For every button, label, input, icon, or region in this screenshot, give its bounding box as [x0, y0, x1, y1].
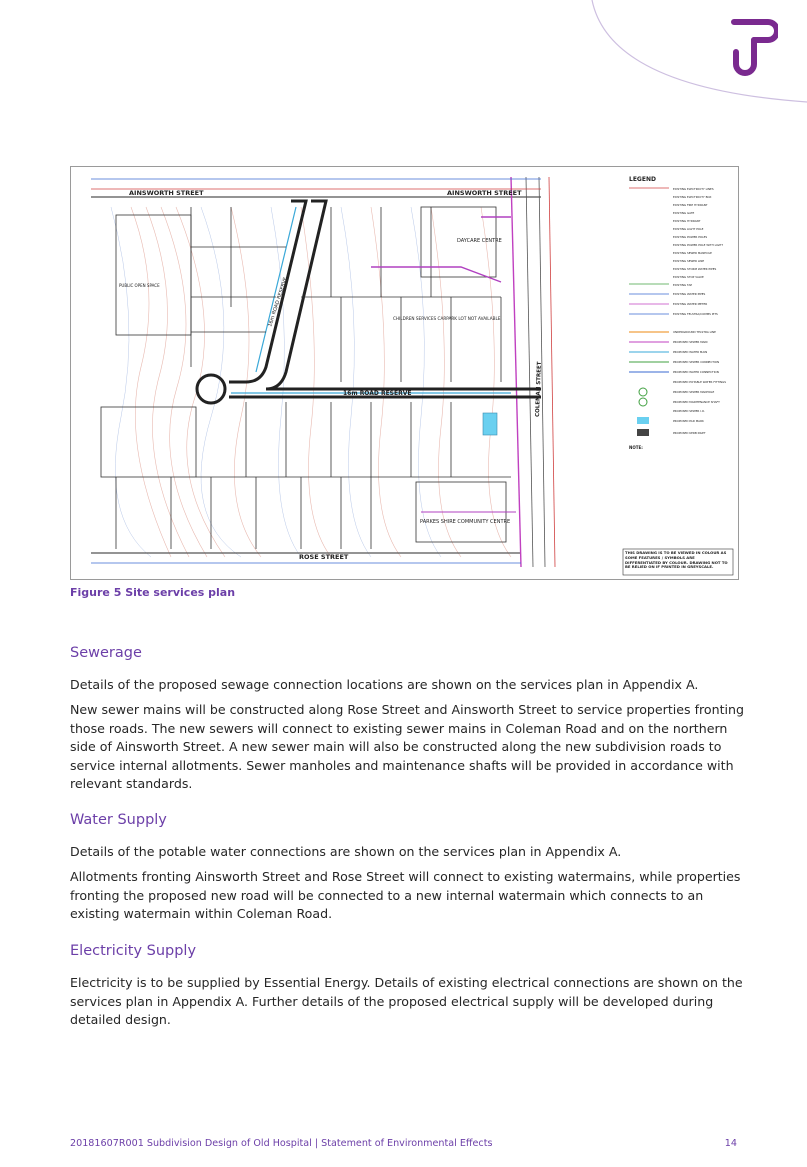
- site-plan-drawing: [71, 167, 738, 579]
- legend-item: PROPOSED MAINTENANCE SHAFT: [673, 400, 720, 404]
- street-label-ainsworth-east: AINSWORTH STREET: [447, 189, 522, 197]
- legend-item: PROPOSED WATER CONNECTION: [673, 370, 719, 374]
- legend-item: EXISTING STOP VALVE: [673, 275, 704, 279]
- section-heading-sewerage: Sewerage: [70, 645, 142, 661]
- children-services-label: CHILDREN SERVICES CARPARK LOT NOT AVAILABLE: [393, 316, 501, 321]
- section-heading-electricity-supply: Electricity Supply: [70, 943, 197, 959]
- footer-document-title: 20181607R001 Subdivision Design of Old Hospital | Statement of Environmental Effects: [70, 1138, 493, 1149]
- legend-item: EXISTING GATE: [673, 211, 695, 215]
- legend-item: EXISTING SEWER MANHOLE: [673, 251, 712, 255]
- street-label-coleman: COLEMAN STREET: [535, 361, 543, 418]
- legend-item: EXISTING POWER POLES: [673, 235, 708, 239]
- legend-item: PROPOSED SEWER I.O.: [673, 409, 705, 413]
- electricity-paragraph-1: Electricity is to be supplied by Essential Energy. Details of existing electrical connections are shown on the services plan in Appendix A. Further details of the proposed electrical supply will be developed during detailed design.: [70, 975, 743, 1028]
- legend-item: EXISTING SEWER LINE: [673, 259, 705, 263]
- legend-item: EXISTING POWER POLE WITH LIGHT: [673, 243, 723, 247]
- legend-item: UNDERGROUND TELSTRA LINE: [673, 330, 716, 334]
- legend-item: PROPOSED SEWER CONNECTION: [673, 360, 720, 364]
- legend-item: EXISTING WATER PIPES: [673, 292, 706, 296]
- legend-item: PROPOSED SEWER MAIN: [673, 340, 708, 344]
- sewerage-paragraph-2: New sewer mains will be constructed along Rose Street and Ainsworth Street to service properties fronting those roads. The new sewers will connect to existing sewer mains in Coleman Road and on the northern side of Ainsworth Street. A new sewer main will also be constructed along the new subdivision roads to service internal allotments. Sewer manholes and maintenance shafts will be provided in accordance with relevant standards.: [70, 702, 745, 792]
- contour-lines-blue: [111, 207, 441, 557]
- legend-item: EXISTING ELECTRICITY BOX: [673, 195, 712, 199]
- legend-item: EXISTING STORM WATER PIPES: [673, 267, 717, 271]
- section-heading-water-supply: Water Supply: [70, 812, 167, 828]
- legend-note-title: NOTE:: [629, 445, 643, 450]
- legend-item: EXISTING WATER METER: [673, 302, 708, 306]
- sewerage-paragraph-1: Details of the proposed sewage connection locations are shown on the services plan in Appendix A.: [70, 677, 699, 692]
- road-reserve-diag-label: 16m ROAD RESERVE: [267, 276, 289, 328]
- legend-item: PROPOSED PAD MARK: [673, 419, 704, 423]
- legend-item: PROPOSED KERB INLET: [673, 431, 706, 435]
- legend-lines: [629, 188, 669, 436]
- contour-lines: [131, 207, 511, 557]
- lot-boundaries: [101, 207, 511, 549]
- legend-item: EXISTING LIGHT POLE: [673, 227, 704, 231]
- community-centre-label: PARKES SHIRE COMMUNITY CENTRE: [420, 519, 511, 525]
- daycare-label: DAYCARE CENTRE: [457, 238, 502, 244]
- legend-item: PROPOSED POTABLE WATER FITTINGS: [673, 380, 727, 384]
- legend-note-box: THIS DRAWING IS TO BE VIEWED IN COLOUR AS SOME FEATURES / SYMBOLS ARE DIFFERENTIATED BY COLOUR. DRAWING NOT TO BE RELIED ON IF PRINTED IN GREYSCALE.: [625, 551, 728, 570]
- street-label-rose: ROSE STREET: [299, 553, 349, 561]
- water-paragraph-2: Allotments fronting Ainsworth Street and Rose Street will connect to existing watermains, while properties fronting the proposed new road will be connected to a new internal watermain which connects to an existing watermain within Coleman Road.: [70, 869, 741, 922]
- legend-item: EXISTING HYDRANT: [673, 219, 701, 223]
- water-paragraph-1: Details of the potable water connections are shown on the services plan in Appendix A.: [70, 844, 622, 859]
- street-label-ainsworth-west: AINSWORTH STREET: [129, 189, 204, 197]
- site-services-plan-figure: [70, 166, 739, 580]
- corner-arc-decoration: [0, 0, 807, 110]
- legend-item: EXISTING FIRE HYDRANT: [673, 203, 708, 207]
- legend-title: LEGEND: [629, 176, 656, 183]
- footer-page-number: 14: [724, 1138, 737, 1149]
- legend-items: [673, 187, 726, 435]
- legend-item: PROPOSED SEWER MANHOLE: [673, 390, 715, 394]
- road-reserve-label: 16m ROAD RESERVE: [343, 390, 412, 397]
- figure-caption: Figure 5 Site services plan: [70, 586, 236, 599]
- legend-item: PROPOSED WATER MAIN: [673, 350, 708, 354]
- legend-item: EXISTING TELSTRA/COMMS PITS: [673, 312, 718, 316]
- company-logo-icon: [728, 14, 778, 80]
- legend-item: EXISTING TAP: [673, 283, 693, 287]
- legend-item: EXISTING ELECTRICITY LINES: [673, 187, 714, 191]
- public-open-space-label: PUBLIC OPEN SPACE: [119, 283, 160, 288]
